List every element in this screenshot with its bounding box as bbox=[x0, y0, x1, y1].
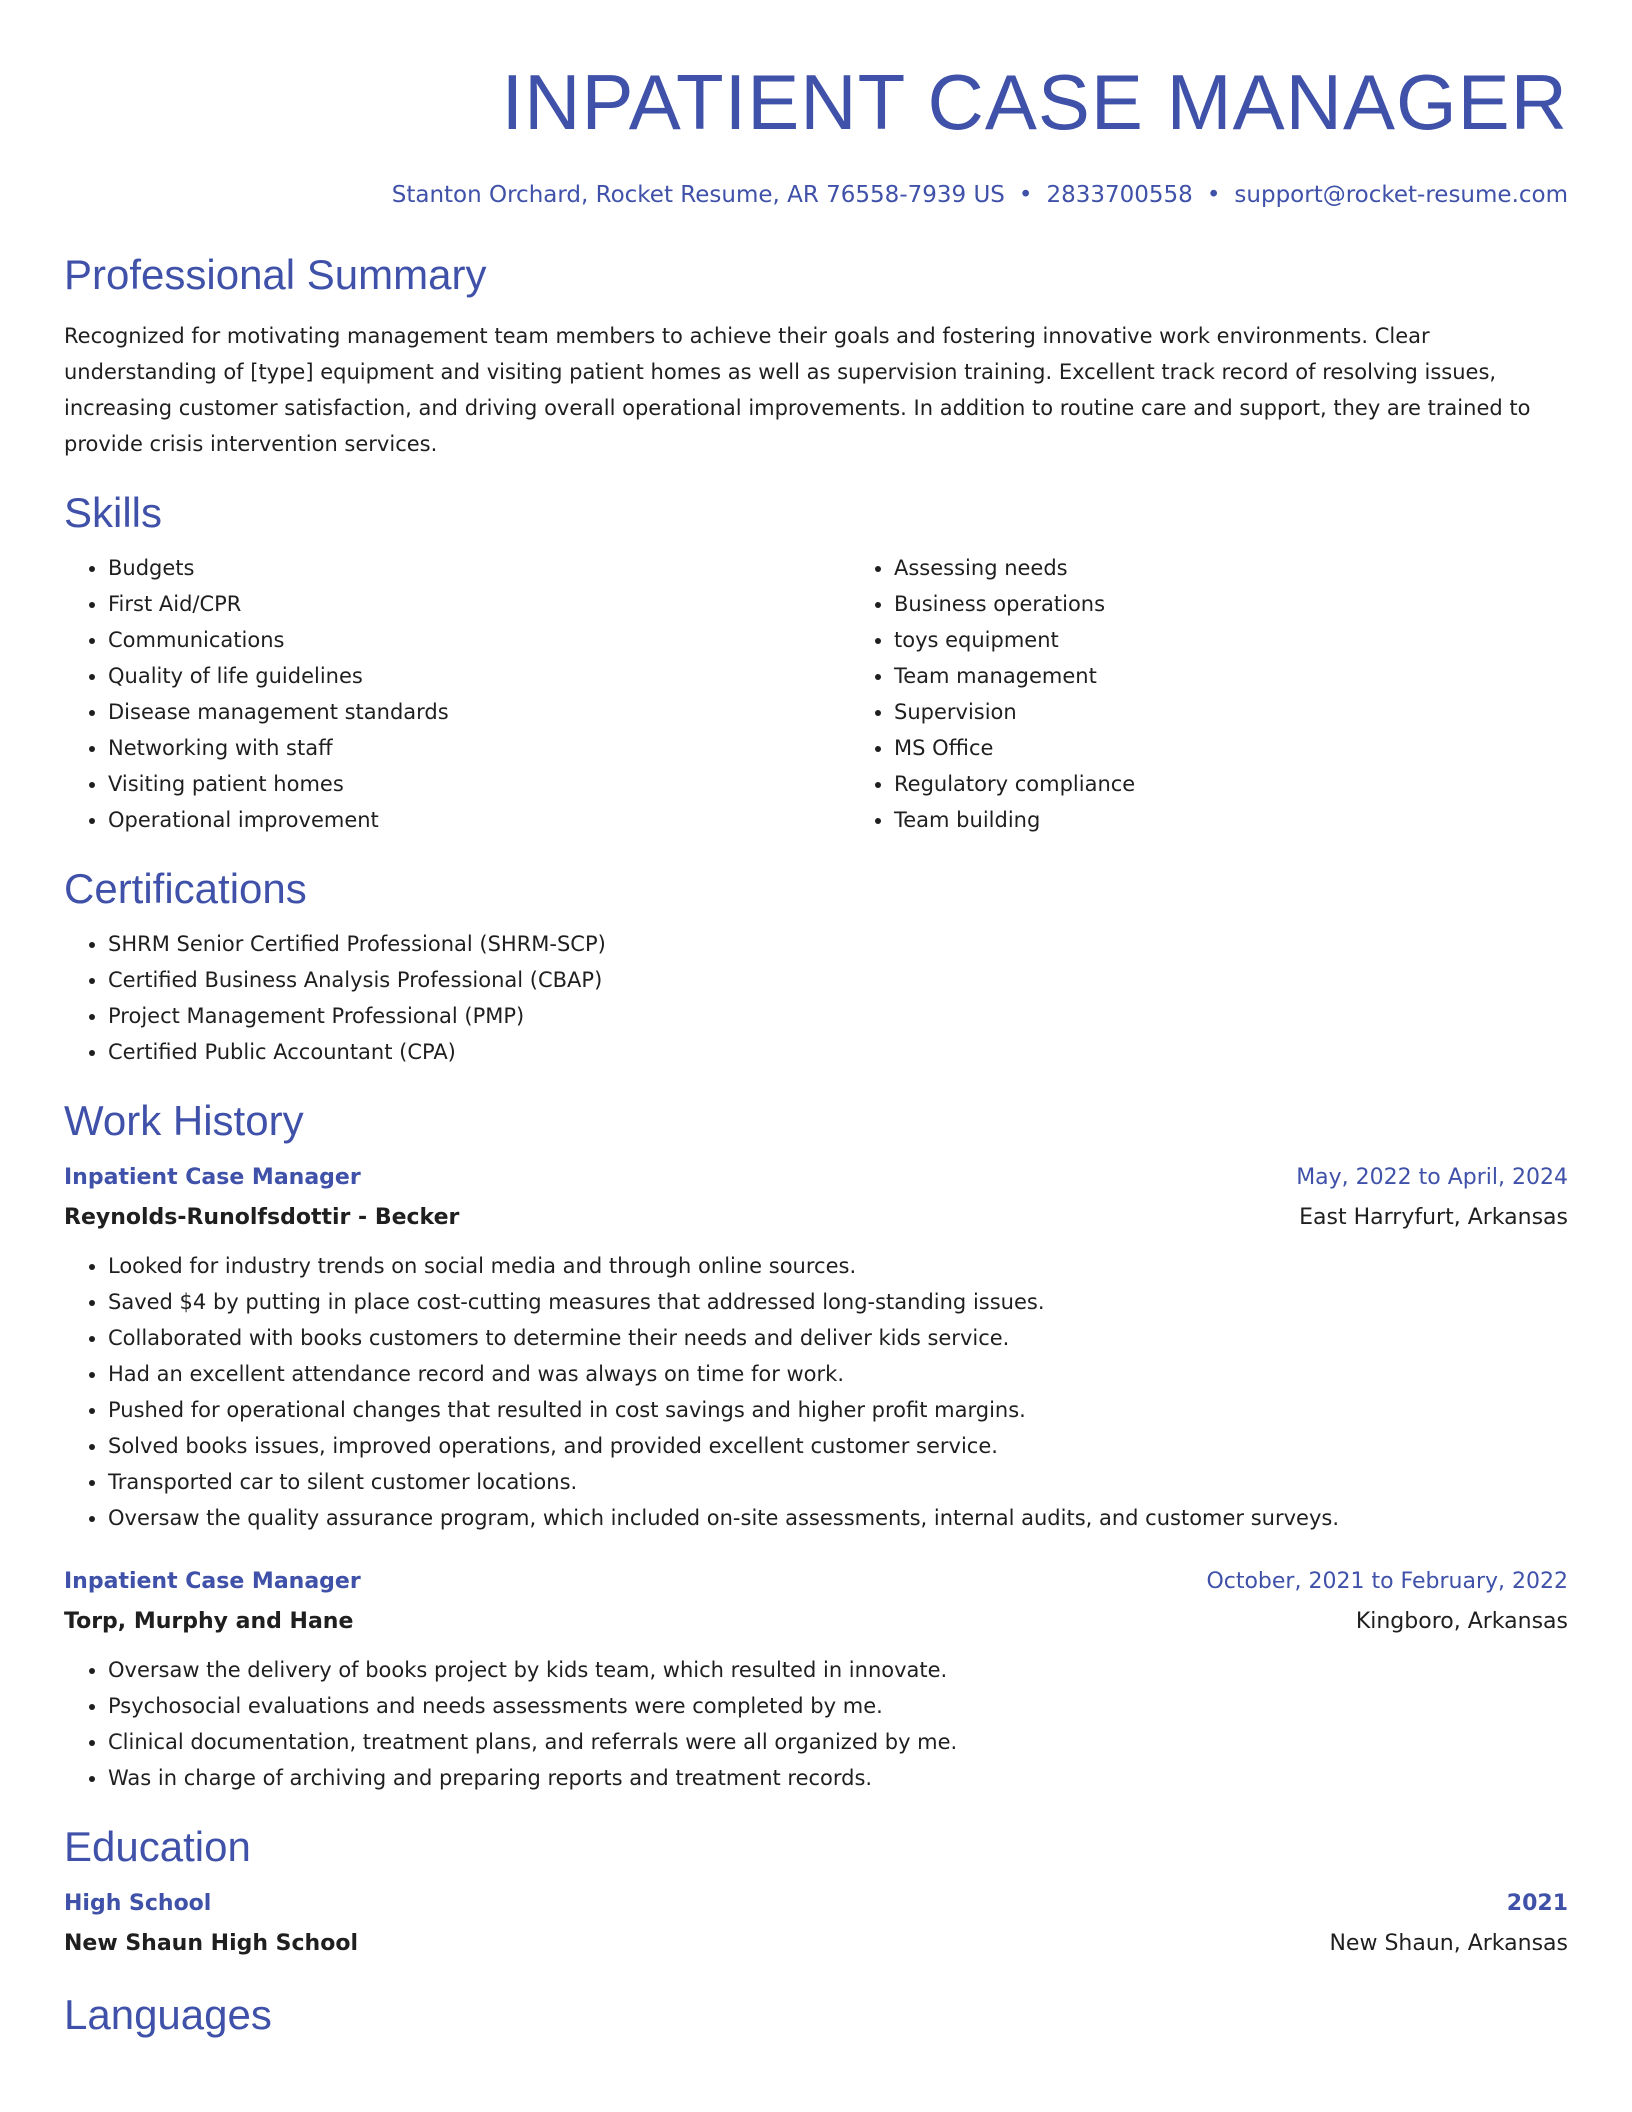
skill-item: • MS Office bbox=[894, 730, 1632, 766]
job-company: Reynolds-Runolfsdottir - Becker bbox=[64, 1205, 460, 1230]
job-bullet: • Saved $4 by putting in place cost-cutting measures that addressed long-standing issues. bbox=[108, 1284, 1568, 1320]
job-bullet: • Clinical documentation, treatment plans, and referrals were all organized by me. bbox=[108, 1724, 1568, 1760]
languages-section bbox=[64, 1990, 1568, 2040]
job-bullet: • Pushed for operational changes that resulted in cost savings and higher profit margins. bbox=[108, 1392, 1568, 1428]
job-dates: May, 2022 to April, 2024 bbox=[1296, 1165, 1568, 1190]
skill-item: • Assessing needs bbox=[894, 550, 1632, 586]
contact-email[interactable]: support@rocket-resume.com bbox=[1234, 182, 1568, 208]
certification-item: • SHRM Senior Certified Professional (SHRM-SCP) bbox=[108, 926, 1568, 962]
separator-dot: • bbox=[1018, 182, 1033, 208]
job-bullet: • Psychosocial evaluations and needs assessments were completed by me. bbox=[108, 1688, 1568, 1724]
skills-list-right bbox=[850, 550, 1632, 838]
skill-item: • toys equipment bbox=[894, 622, 1632, 658]
skill-item: • Regulatory compliance bbox=[894, 766, 1632, 802]
certifications-section bbox=[64, 864, 1568, 1070]
job-bullet: • Solved books issues, improved operations, and provided excellent customer service. bbox=[108, 1428, 1568, 1464]
job-entry bbox=[64, 1562, 1568, 1796]
job-title-row bbox=[64, 1158, 1568, 1198]
section-heading-languages: Languages bbox=[64, 1991, 272, 2038]
skill-item: • Budgets bbox=[108, 550, 850, 586]
section-heading-skills: Skills bbox=[64, 489, 163, 536]
section-heading-certifications: Certifications bbox=[64, 865, 307, 912]
skill-item: • Visiting patient homes bbox=[108, 766, 850, 802]
job-bullet: • Transported car to silent customer locations. bbox=[108, 1464, 1568, 1500]
certification-item: • Certified Public Accountant (CPA) bbox=[108, 1034, 1568, 1070]
skill-item: • Team building bbox=[894, 802, 1632, 838]
job-bullet: • Collaborated with books customers to determine their needs and deliver kids service. bbox=[108, 1320, 1568, 1356]
job-bullet: • Was in charge of archiving and preparing reports and treatment records. bbox=[108, 1760, 1568, 1796]
education-year: 2021 bbox=[1506, 1891, 1568, 1916]
skill-item: • First Aid/CPR bbox=[108, 586, 850, 622]
certifications-list bbox=[64, 926, 1568, 1070]
separator-dot: • bbox=[1206, 182, 1221, 208]
job-bullets bbox=[64, 1248, 1568, 1536]
education-degree-row bbox=[64, 1884, 1568, 1924]
job-title-row bbox=[64, 1562, 1568, 1602]
skill-item: • Supervision bbox=[894, 694, 1632, 730]
summary-text: Recognized for motivating management team members to achieve their goals and fostering innovative work environments. Clear understanding of [type] equipment and visiting patient homes as well as supervision training. Excellent track record of resolving issues, increasing customer satisfaction, and driving overall operational improvements. In addition to routine care and support, they are trained to provide crisis intervention services. bbox=[64, 324, 1531, 456]
skill-item: • Team management bbox=[894, 658, 1632, 694]
skill-item: • Disease management standards bbox=[108, 694, 850, 730]
skill-item: • Operational improvement bbox=[108, 802, 850, 838]
job-company-row bbox=[64, 1198, 1568, 1238]
contact-phone: 2833700558 bbox=[1046, 182, 1193, 208]
job-title: Inpatient Case Manager bbox=[64, 1165, 361, 1190]
certification-item: • Certified Business Analysis Professional (CBAP) bbox=[108, 962, 1568, 998]
education-section bbox=[64, 1822, 1568, 1964]
skills-list-left bbox=[64, 550, 850, 838]
contact-line bbox=[64, 180, 1568, 210]
skills-section bbox=[64, 488, 1568, 838]
education-location: New Shaun, Arkansas bbox=[1329, 1931, 1568, 1956]
section-heading-work-history: Work History bbox=[64, 1097, 304, 1144]
resume-title: INPATIENT CASE MANAGER bbox=[501, 58, 1568, 146]
job-company-row bbox=[64, 1602, 1568, 1642]
skill-item: • Quality of life guidelines bbox=[108, 658, 850, 694]
summary-section bbox=[64, 250, 1568, 462]
skill-item: • Networking with staff bbox=[108, 730, 850, 766]
job-bullet: • Looked for industry trends on social media and through online sources. bbox=[108, 1248, 1568, 1284]
skills-columns bbox=[64, 550, 1568, 838]
education-degree: High School bbox=[64, 1891, 212, 1916]
job-dates: October, 2021 to February, 2022 bbox=[1206, 1569, 1568, 1594]
education-school: New Shaun High School bbox=[64, 1931, 358, 1956]
section-heading-education: Education bbox=[64, 1823, 251, 1870]
job-entry bbox=[64, 1158, 1568, 1536]
job-bullet: • Oversaw the delivery of books project by kids team, which resulted in innovate. bbox=[108, 1652, 1568, 1688]
contact-address: Stanton Orchard, Rocket Resume, AR 76558-7939 US bbox=[391, 182, 1005, 208]
work-history-section bbox=[64, 1096, 1568, 1796]
certification-item: • Project Management Professional (PMP) bbox=[108, 998, 1568, 1034]
job-location: East Harryfurt, Arkansas bbox=[1299, 1205, 1568, 1230]
job-title: Inpatient Case Manager bbox=[64, 1569, 361, 1594]
job-bullet: • Oversaw the quality assurance program, which included on-site assessments, internal audits, and customer surveys. bbox=[108, 1500, 1568, 1536]
section-heading-summary: Professional Summary bbox=[64, 251, 487, 298]
skill-item: • Business operations bbox=[894, 586, 1632, 622]
skill-item: • Communications bbox=[108, 622, 850, 658]
education-school-row bbox=[64, 1924, 1568, 1964]
job-bullets bbox=[64, 1652, 1568, 1796]
job-bullet: • Had an excellent attendance record and was always on time for work. bbox=[108, 1356, 1568, 1392]
job-company: Torp, Murphy and Hane bbox=[64, 1609, 354, 1634]
job-location: Kingboro, Arkansas bbox=[1355, 1609, 1568, 1634]
